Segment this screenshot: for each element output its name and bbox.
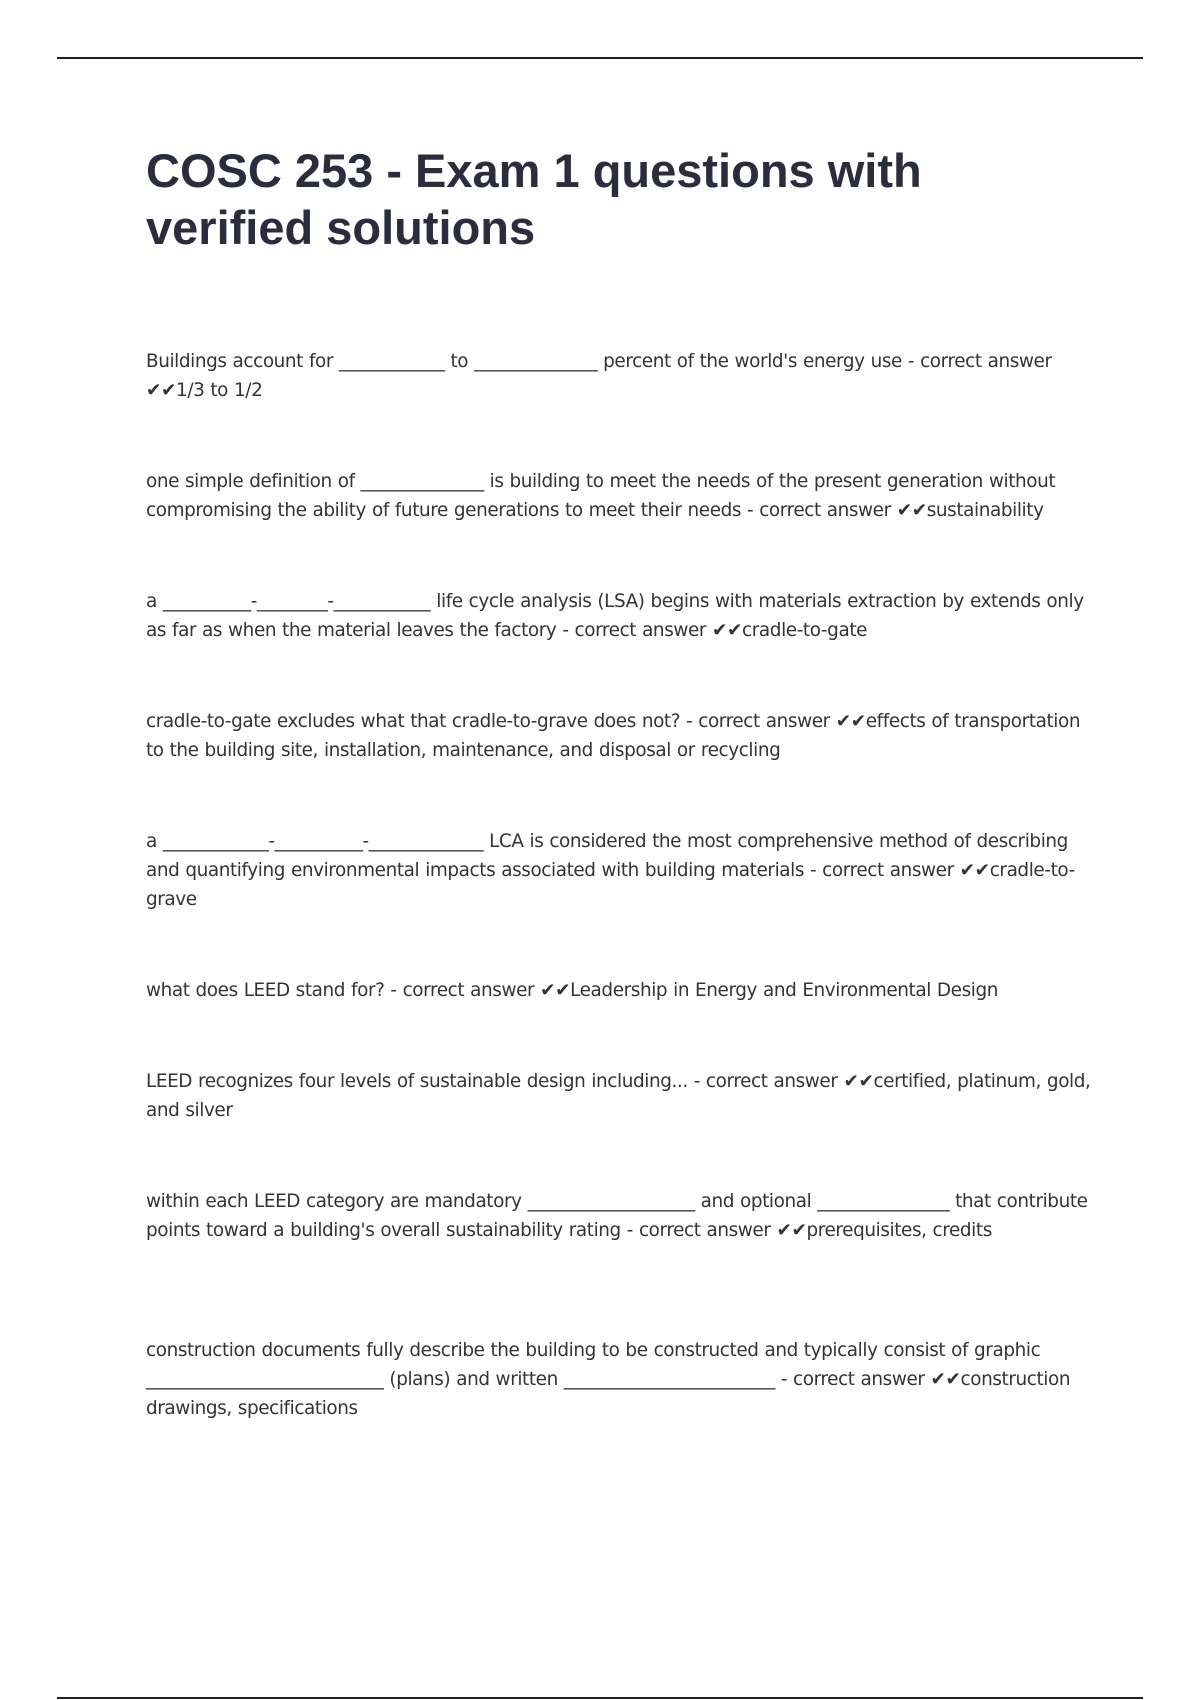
qa-item-8: within each LEED category are mandatory ___________________ and optional _______________ that contribute points toward a building's overall sustainability rating - correct answer ✔✔prerequisites, credits (146, 1191, 1088, 1241)
qa-item-4: cradle-to-gate excludes what that cradle-to-grave does not? - correct answer ✔✔effects of transportation to the building site, installation, maintenance, and disposal or recycling (146, 711, 1081, 761)
qa-item-3: a __________-________-___________ life cycle analysis (LSA) begins with materials extraction by extends only as far as when the material leaves the factory - correct answer ✔✔cradle-to-gate (146, 591, 1084, 641)
qa-item-7: LEED recognizes four levels of sustainable design including... - correct answer ✔✔certified, platinum, gold, and silver (146, 1071, 1091, 1121)
qa-item-6: what does LEED stand for? - correct answer ✔✔Leadership in Energy and Environmental Design (146, 980, 998, 1001)
document-title: COSC 253 - Exam 1 questions with verified solutions (146, 144, 922, 254)
qa-item-2: one simple definition of ______________ is building to meet the needs of the present generation without compromising the ability of future generations to meet their needs - correct answer ✔✔sustainability (146, 471, 1056, 521)
qa-item-1: Buildings account for ____________ to ______________ percent of the world's energy use - correct answer ✔✔1/3 to 1/2 (146, 351, 1052, 401)
bottom-rule (57, 1697, 1143, 1699)
qa-item-5: a ____________-__________-_____________ LCA is considered the most comprehensive method of describing and quantifying environmental impacts associated with building materials - correct answer ✔✔cradle-to-grave (146, 831, 1075, 910)
qa-item-9: construction documents fully describe the building to be constructed and typically consist of graphic ___________________________ (plans) and written ________________________ - correct answer ✔✔construction drawings, specifications (146, 1340, 1071, 1419)
top-rule (57, 57, 1143, 59)
